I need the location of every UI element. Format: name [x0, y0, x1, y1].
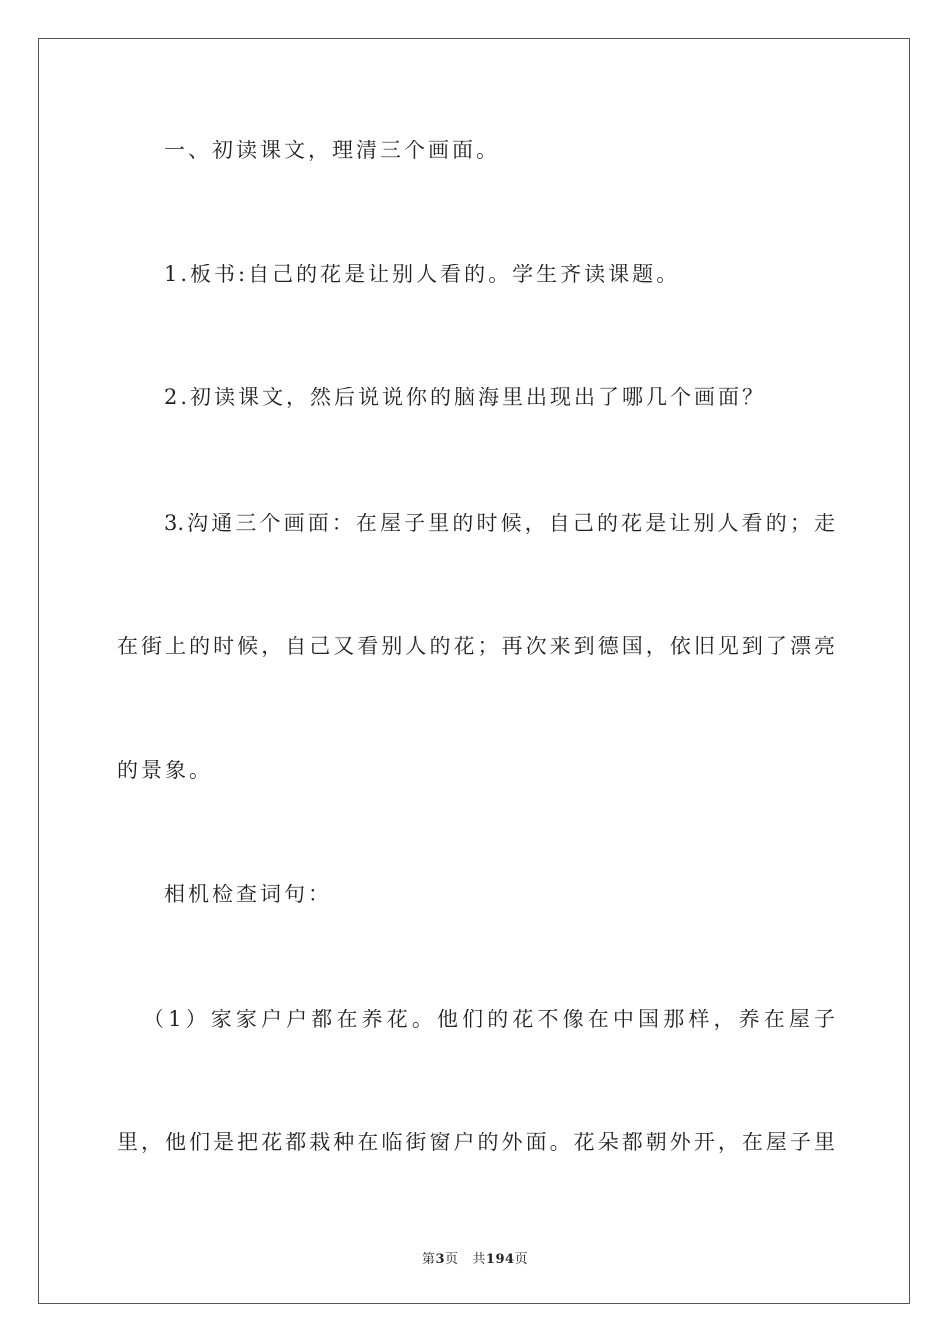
footer-total-pages: 194: [485, 1252, 515, 1267]
paragraph-item-2: 2.初读课文，然后说说你的脑海里出现出了哪几个画面？: [164, 387, 767, 408]
footer-total-suffix: 页: [514, 1252, 529, 1267]
footer-page-number: 3: [435, 1252, 445, 1267]
paragraph-sub-item-1-line-2: 里，他们是把花都栽种在临街窗户的外面。花朵都朝外开，在屋子里: [117, 1132, 835, 1153]
footer-page-prefix: 第: [421, 1252, 436, 1267]
paragraph-item-1: 1.板书:自己的花是让别人看的。学生齐读课题。: [164, 264, 681, 285]
paragraph-section-heading: 一、初读课文，理清三个画面。: [164, 140, 500, 161]
paragraph-item-3-line-2: 在街上的时候，自己又看别人的花；再次来到德国，依旧见到了漂亮: [117, 636, 835, 657]
page-footer: [0, 1248, 950, 1267]
paragraph-sub-item-1-line-1: （1）家家户户都在养花。他们的花不像在中国那样，养在屋子: [143, 1009, 835, 1030]
paragraph-item-3-line-3: 的景象。: [117, 760, 213, 781]
paragraph-check-words: 相机检查词句：: [164, 884, 332, 905]
footer-total-prefix: 共: [472, 1252, 486, 1267]
paragraph-item-3-line-1: 3.沟通三个画面：在屋子里的时候，自己的花是让别人看的；走: [164, 513, 835, 534]
page-frame: [38, 38, 910, 1304]
footer-page-suffix: 页: [444, 1252, 459, 1267]
